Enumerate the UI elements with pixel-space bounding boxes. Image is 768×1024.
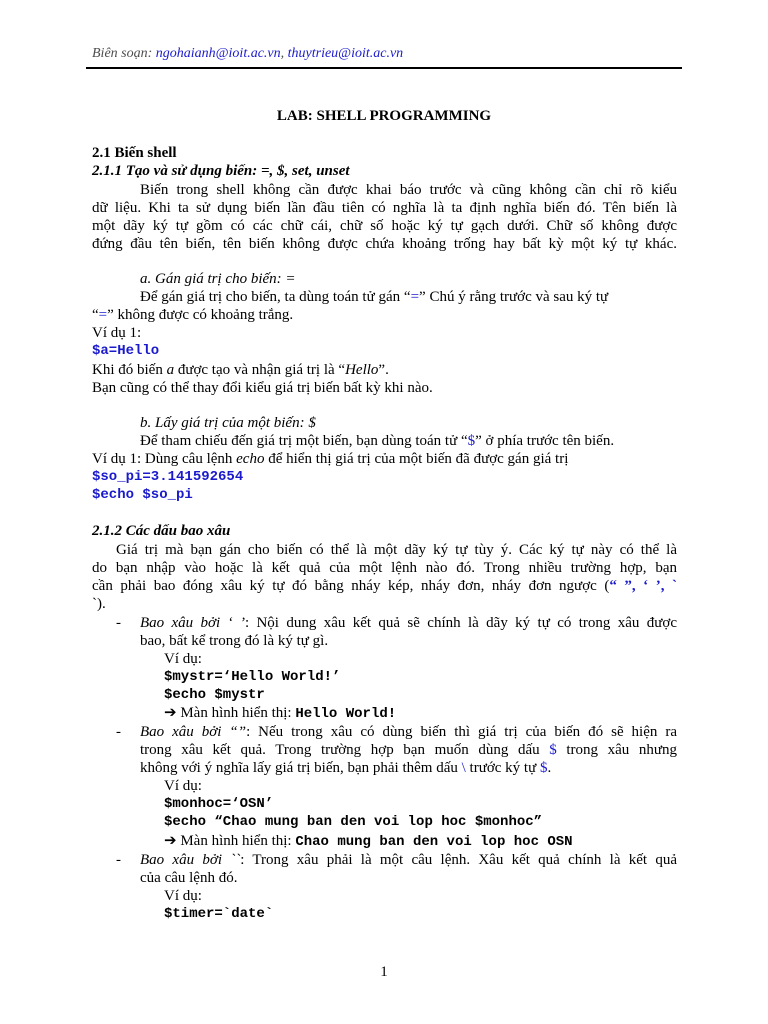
variable-name: a — [166, 362, 175, 378]
code-line: $a=Hello — [92, 343, 160, 359]
value-text: Hello — [345, 362, 379, 378]
paragraph-line: đứng đầu tên biến, tên biến không được chứa khoảng trống hay bất kỳ một ký tự khác. — [92, 236, 677, 252]
text-run: Ví dụ 1: Dùng câu lệnh — [92, 451, 237, 467]
text-run: Màn hình hiển thị: — [176, 833, 296, 849]
code-line: $mystr=‘Hello World!’ — [164, 669, 341, 685]
text-run: Để gán giá trị cho biến, ta dùng toán tử gán “ — [140, 289, 411, 305]
text-run: Để tham chiếu đến giá trị một biến, bạn dùng toán tử “ — [140, 433, 468, 449]
bullet-line: bao, bất kể trong đó là ký tự gì. — [140, 633, 329, 649]
quote-marks: “ ”, ‘ ’, ` — [609, 578, 677, 594]
example-label: Ví dụ: — [164, 888, 202, 904]
paragraph-line: một dãy ký tự gồm có các chữ cái, chữ số hoặc ký tự gạch dưới. Chữ số không được — [92, 218, 677, 234]
paragraph-line — [92, 450, 568, 468]
text-run: không với ý nghĩa lấy giá trị biến, bạn phải thêm dấu — [140, 760, 462, 776]
code-line: $monhoc=‘OSN’ — [164, 796, 274, 812]
text-run: trong xâu kết quả. Trong trường hợp bạn muốn dùng dấu — [140, 742, 550, 758]
bullet-heading: Bao xâu bởi ‘ ’ — [140, 615, 245, 631]
paragraph-line: `). — [92, 596, 106, 612]
example-label: Ví dụ: — [164, 778, 202, 794]
text-run: ” ở phía trước tên biến. — [475, 433, 615, 449]
text-run: để hiển thị giá trị của một biến đã được gán giá trị — [264, 451, 569, 467]
paragraph-line — [140, 432, 614, 450]
text-run: Khi đó biến — [92, 362, 167, 378]
paragraph-line — [92, 306, 293, 324]
item-heading: a. Gán giá trị cho biến: = — [140, 271, 296, 287]
arrow-icon: ➔ — [164, 705, 177, 721]
text-run: trước ký tự — [465, 760, 540, 776]
bullet-line — [140, 759, 551, 777]
section-heading: 2.1 Biến shell — [92, 145, 177, 161]
text-run: được tạo và nhận giá trị là “ — [174, 362, 346, 378]
subsection-heading: 2.1.1 Tạo và sử dụng biến: =, $, set, unset — [92, 163, 350, 179]
text-run: ” Chú ý rằng trước và sau ký tự — [419, 289, 609, 305]
text-run: : Trong xâu phải là một câu lệnh. Xâu kết quả chính là kết quả — [240, 852, 677, 868]
code-line: $echo $so_pi — [92, 487, 193, 503]
paragraph-line — [92, 577, 677, 595]
code-line: $timer=`date` — [164, 906, 274, 922]
paragraph-line: do bạn nhập vào hoặc là kết quả của một lệnh nào đó. Trong nhiều trường hợp, bạn — [92, 560, 677, 576]
code-line: $echo “Chao mung ban den voi lop hoc $monhoc” — [164, 814, 543, 830]
output-text: Hello World! — [295, 706, 397, 722]
bullet-line — [140, 723, 677, 741]
item-heading: b. Lấy giá trị của một biến: $ — [140, 415, 316, 431]
bullet-heading: Bao xâu bởi “” — [140, 724, 247, 740]
document-title: LAB: SHELL PROGRAMMING — [276, 108, 492, 124]
bullet-line — [140, 741, 677, 759]
text-run: : Nếu trong xâu có dùng biến thì giá trị của biến đó sẽ hiện ra — [246, 724, 677, 740]
example-label: Ví dụ 1: — [92, 325, 142, 341]
page-header — [92, 45, 403, 63]
page-number: 1 — [380, 964, 388, 980]
text-run: : Nội dung xâu kết quả sẽ chính là dãy ký tự có trong xâu được — [244, 615, 677, 631]
paragraph-line — [92, 361, 389, 379]
paragraph-line: Giá trị mà bạn gán cho biến có thể là một dãy ký tự tùy ý. Các ký tự này có thể là — [116, 542, 677, 558]
operator-symbol: $ — [467, 433, 476, 449]
arrow-icon: ➔ — [164, 833, 177, 849]
operator-symbol: = — [98, 307, 108, 323]
operator-symbol: \ — [461, 760, 466, 776]
text-run: trong xâu nhưng — [556, 742, 677, 758]
bullet-line — [140, 851, 677, 869]
bullet-line: của câu lệnh đó. — [140, 870, 238, 886]
text-run: Màn hình hiển thị: — [176, 705, 296, 721]
text-run: ”. — [378, 362, 389, 378]
bullet-heading: Bao xâu bởi `` — [140, 852, 241, 868]
operator-symbol: = — [410, 289, 420, 305]
result-line — [164, 832, 573, 851]
paragraph-line: dữ liệu. Khi ta sử dụng biến lần đầu tiên có nghĩa là ta định nghĩa biến đó. Tên biến là — [92, 200, 677, 216]
command-name: echo — [236, 451, 265, 467]
subsection-heading: 2.1.2 Các dấu bao xâu — [92, 523, 231, 539]
text-run: ” không được có khoảng trắng. — [107, 307, 294, 323]
code-line: $so_pi=3.141592654 — [92, 469, 244, 485]
text-run: “ — [92, 307, 99, 323]
header-rule — [86, 67, 682, 69]
header-separator: , — [280, 46, 288, 61]
bullet-marker: - — [116, 615, 121, 631]
text-run: cần phải bao đóng xâu ký tự đó bằng nháy kép, nháy đơn, nháy đơn ngược ( — [92, 578, 610, 594]
example-label: Ví dụ: — [164, 651, 202, 667]
author-email-link[interactable]: ngohaianh@ioit.ac.vn — [155, 46, 281, 61]
output-text: Chao mung ban den voi lop hoc OSN — [295, 834, 573, 850]
paragraph-line — [140, 288, 608, 306]
author-email-link[interactable]: thuytrieu@ioit.ac.vn — [287, 46, 404, 61]
text-run: . — [547, 760, 552, 776]
operator-symbol: $ — [539, 760, 548, 776]
paragraph-line: Bạn cũng có thể thay đổi kiểu giá trị biến bất kỳ khi nào. — [92, 380, 433, 396]
operator-symbol: $ — [549, 742, 557, 758]
result-line — [164, 704, 396, 723]
header-prefix: Biên soạn: — [92, 46, 156, 61]
bullet-line — [140, 614, 677, 632]
code-line: $echo $mystr — [164, 687, 265, 703]
bullet-marker: - — [116, 724, 121, 740]
paragraph-line: Biến trong shell không cần được khai báo trước và cũng không cần chỉ rõ kiểu — [140, 182, 677, 198]
bullet-marker: - — [116, 852, 121, 868]
